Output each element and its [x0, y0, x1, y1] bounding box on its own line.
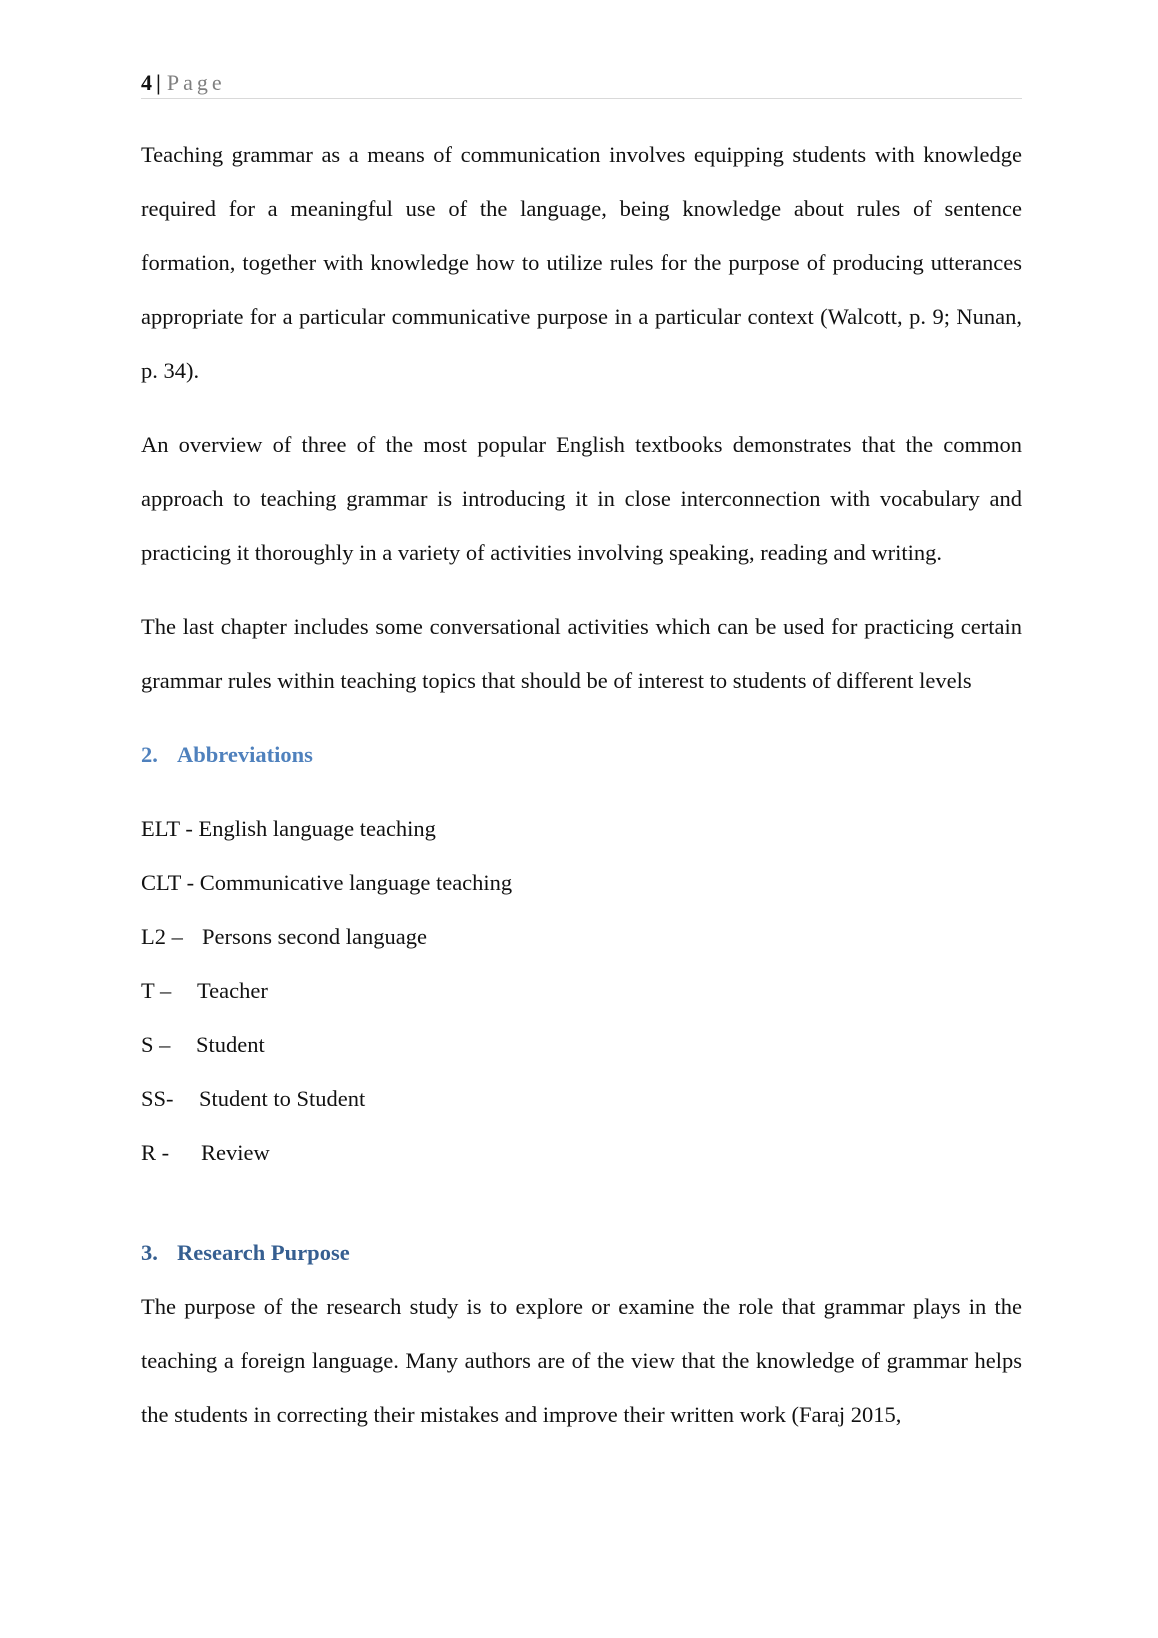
abbreviation-item: [141, 1018, 1022, 1072]
abbreviation-item: [141, 1126, 1022, 1180]
abbreviation-meaning: Student: [196, 1032, 265, 1057]
abbreviation-code: T –: [141, 978, 172, 1003]
paragraph-last-chapter: The last chapter includes some conversational activities which can be used for practicing certain grammar rules within teaching topics that should be of interest to students of different levels: [141, 614, 1022, 693]
abbreviation-code: S –: [141, 1032, 171, 1057]
page-label: Page: [166, 70, 226, 95]
abbreviation-item: [141, 910, 1022, 964]
page-header: [141, 68, 1022, 99]
abbreviation-item: [141, 964, 1022, 1018]
paragraph-teaching-grammar: Teaching grammar as a means of communication involves equipping students with knowledge required for a meaningful use of the language, being knowledge about rules of sentence formation, together with knowledge how to utilize rules for the purpose of producing utterances appropriate for a particular communicative purpose in a particular context (Walcott, p. 9; Nunan, p. 34).: [141, 142, 1022, 383]
section-heading-research-purpose: [141, 1226, 1022, 1280]
abbreviations-list: [141, 802, 1022, 1180]
paragraph-textbooks-overview: An overview of three of the most popular English textbooks demonstrates that the common approach to teaching grammar is introducing it in close interconnection with vocabulary and practicing it thoroughly in a variety of activities involving speaking, reading and writing.: [141, 432, 1022, 565]
section-number: 2.: [141, 742, 158, 767]
abbreviation-meaning: Review: [201, 1140, 270, 1165]
abbreviation-item: [141, 856, 1022, 910]
abbreviation-meaning: Persons second language: [202, 924, 427, 949]
abbreviation-code: CLT - Communicative language teaching: [141, 870, 513, 895]
abbreviation-code: SS-: [141, 1086, 174, 1111]
abbreviation-code: R -: [141, 1140, 170, 1165]
abbreviation-meaning: Student to Student: [199, 1086, 366, 1111]
abbreviation-meaning: Teacher: [197, 978, 268, 1003]
abbreviation-code: ELT - English language teaching: [141, 816, 436, 841]
section-heading-abbreviations: [141, 728, 1022, 782]
page-number: 4: [141, 70, 152, 95]
paragraph-research-purpose: The purpose of the research study is to explore or examine the role that grammar plays in the teaching a foreign language. Many authors are of the view that the knowledge of grammar helps the students in correcting their mistakes and improve their written work (Faraj 2015,: [141, 1294, 1022, 1427]
section-title: Abbreviations: [177, 742, 313, 767]
abbreviation-item: [141, 1072, 1022, 1126]
page-content: [141, 128, 1022, 1442]
section-number: 3.: [141, 1240, 158, 1265]
abbreviation-item: [141, 802, 1022, 856]
section-title: Research Purpose: [177, 1240, 350, 1265]
abbreviation-code: L2 –: [141, 924, 183, 949]
header-separator: |: [156, 70, 161, 95]
